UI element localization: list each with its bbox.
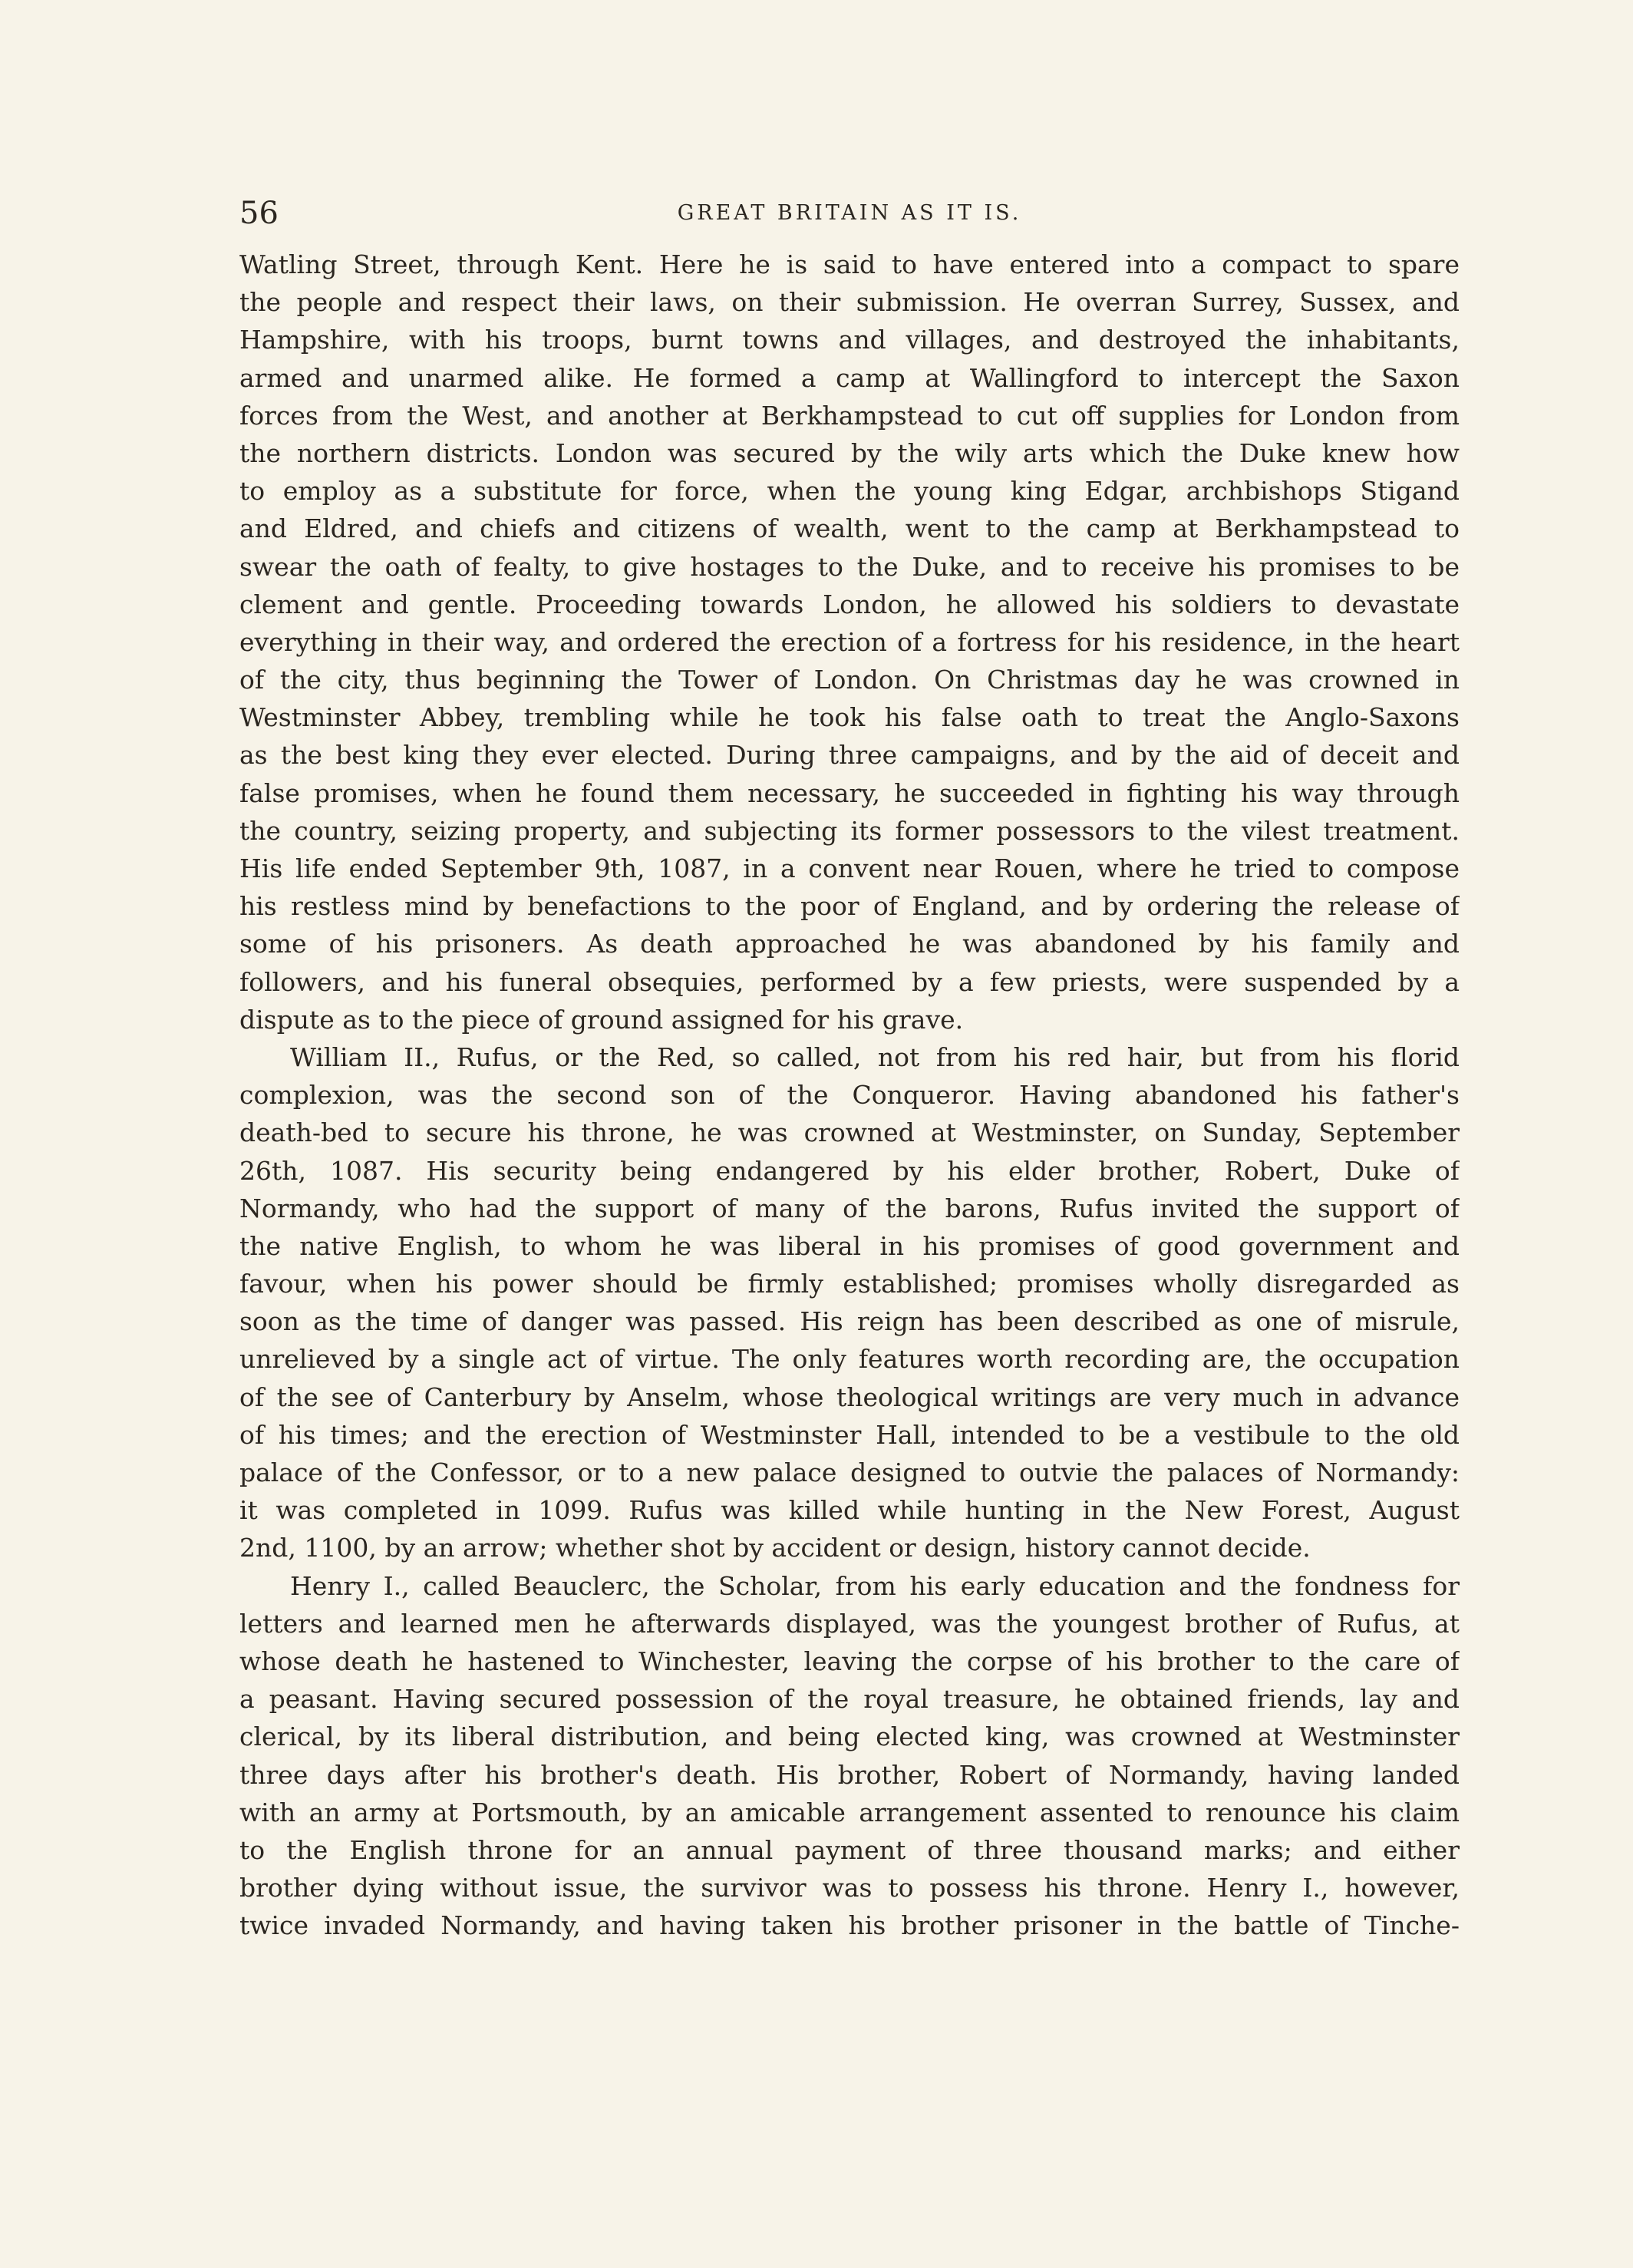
- text-line: swear the oath of fealty, to give hostages to the Duke, and to receive his promises to be: [239, 551, 1460, 582]
- text-line: as the best king they ever elected. During three campaigns, and by the aid of deceit and: [239, 740, 1460, 771]
- text-line: the native English, to whom he was liberal in his promises of good government and: [239, 1230, 1460, 1261]
- text-line: forces from the West, and another at Berkhampstead to cut off supplies for London from: [239, 400, 1460, 431]
- text-line: brother dying without issue, the survivor was to possess his throne. Henry I., however,: [239, 1873, 1460, 1903]
- text-line: clerical, by its liberal distribution, and being elected king, was crowned at Westminster: [239, 1722, 1460, 1752]
- text-line: twice invaded Normandy, and having taken his brother prisoner in the battle of Tinche-: [239, 1910, 1460, 1941]
- text-line: of the see of Canterbury by Anselm, whose theological writings are very much in advance: [239, 1382, 1460, 1412]
- page-header: [239, 194, 1460, 233]
- text-line: clement and gentle. Proceeding towards London, he allowed his soldiers to devastate: [239, 589, 1460, 619]
- text-line: with an army at Portsmouth, by an amicable arrangement assented to renounce his claim: [239, 1797, 1460, 1827]
- text-line: Watling Street, through Kent. Here he is said to have entered into a compact to spare: [239, 249, 1460, 279]
- text-line: complexion, was the second son of the Conqueror. Having abandoned his father's: [239, 1080, 1460, 1111]
- text-line: 2nd, 1100, by an arrow; whether shot by accident or design, history cannot decide.: [239, 1533, 1311, 1563]
- text-line: unrelieved by a single act of virtue. The only features worth recording are, the occupation: [239, 1344, 1460, 1375]
- text-line: of the city, thus beginning the Tower of London. On Christmas day he was crowned in: [239, 665, 1460, 695]
- text-line: Westminster Abbey, trembling while he took his false oath to treat the Anglo-Saxons: [239, 702, 1460, 733]
- text-line: some of his prisoners. As death approached he was abandoned by his family and: [239, 929, 1460, 959]
- text-line: his restless mind by benefactions to the poor of England, and by ordering the release of: [239, 891, 1460, 922]
- body-text: [239, 246, 1460, 1944]
- page-number: 56: [239, 196, 279, 231]
- text-line: favour, when his power should be firmly established; promises wholly disregarded as: [239, 1269, 1460, 1299]
- text-line: dispute as to the piece of ground assigned for his grave.: [239, 1004, 964, 1035]
- text-line: palace of the Confessor, or to a new palace designed to outvie the palaces of Normandy:: [239, 1458, 1460, 1487]
- text-line: of his times; and the erection of Westminster Hall, intended to be a vestibule to the old: [239, 1419, 1460, 1450]
- text-line: 26th, 1087. His security being endangered by his elder brother, Robert, Duke of: [239, 1155, 1460, 1186]
- text-line: followers, and his funeral obsequies, performed by a few priests, were suspended by a: [239, 966, 1460, 997]
- text-line: Normandy, who had the support of many of the barons, Rufus invited the support of: [239, 1193, 1460, 1223]
- text-line: Henry I., called Beauclerc, the Scholar, from his early education and the fondness for: [290, 1570, 1460, 1601]
- text-line: and Eldred, and chiefs and citizens of wealth, went to the camp at Berkhampstead to: [239, 513, 1460, 544]
- text-line: death-bed to secure his throne, he was crowned at Westminster, on Sunday, September: [239, 1117, 1460, 1148]
- text-line: everything in their way, and ordered the erection of a fortress for his residence, in the heart: [239, 626, 1460, 657]
- text-line: three days after his brother's death. His brother, Robert of Normandy, having landed: [239, 1759, 1460, 1790]
- text-line: the country, seizing property, and subjecting its former possessors to the vilest treatment.: [239, 815, 1460, 846]
- text-line: false promises, when he found them necessary, he succeeded in fighting his way through: [239, 777, 1460, 808]
- text-line: to employ as a substitute for force, when the young king Edgar, archbishops Stigand: [239, 476, 1460, 507]
- running-title: GREAT BRITAIN AS IT IS.: [677, 201, 1022, 225]
- text-line: Hampshire, with his troops, burnt towns and villages, and destroyed the inhabitants,: [239, 325, 1460, 355]
- text-line: a peasant. Having secured possession of the royal treasure, he obtained friends, lay and: [239, 1684, 1460, 1715]
- text-line: letters and learned men he afterwards displayed, was the youngest brother of Rufus, at: [239, 1608, 1460, 1639]
- text-line: whose death he hastened to Winchester, leaving the corpse of his brother to the care of: [239, 1646, 1460, 1676]
- text-line: it was completed in 1099. Rufus was killed while hunting in the New Forest, August: [239, 1495, 1460, 1526]
- text-line: the people and respect their laws, on their submission. He overran Surrey, Sussex, and: [239, 287, 1460, 318]
- text-line: armed and unarmed alike. He formed a camp at Wallingford to intercept the Saxon: [239, 362, 1460, 393]
- text-line: His life ended September 9th, 1087, in a convent near Rouen, where he tried to compose: [239, 853, 1460, 883]
- text-line: to the English throne for an annual payment of three thousand marks; and either: [239, 1834, 1460, 1865]
- text-line: the northern districts. London was secured by the wily arts which the Duke knew how: [239, 437, 1460, 468]
- text-line: William II., Rufus, or the Red, so called, not from his red hair, but from his florid: [290, 1042, 1460, 1072]
- text-line: soon as the time of danger was passed. His reign has been described as one of misrule,: [239, 1306, 1460, 1337]
